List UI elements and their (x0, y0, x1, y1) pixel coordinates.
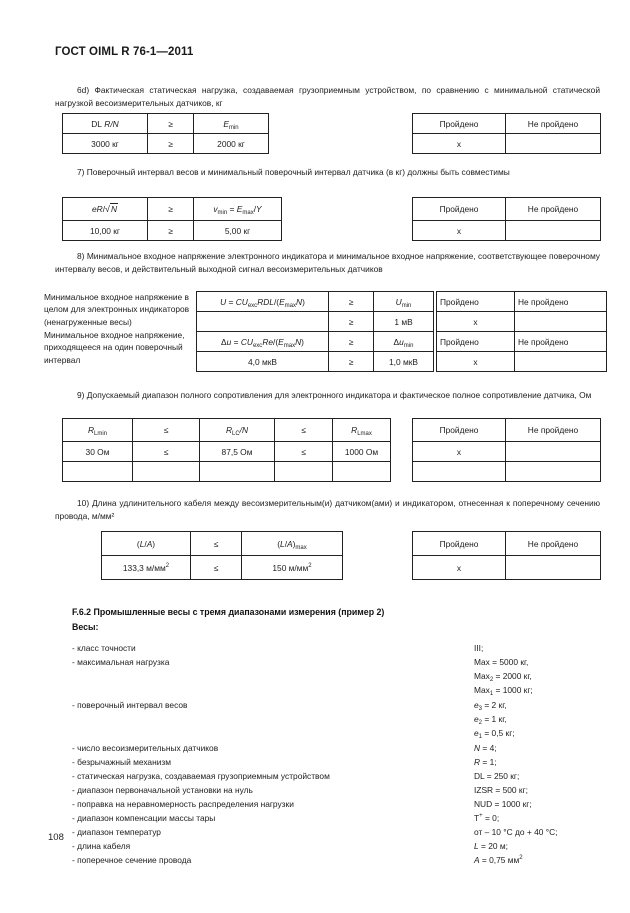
check-empty[interactable] (413, 462, 506, 482)
f62-value-3: Max$_1$ = 1000 кг; (474, 685, 533, 697)
check-table-9-wrapper (412, 418, 601, 482)
check-table-10 (412, 531, 601, 580)
cell-op: ≥ (329, 312, 374, 332)
table-row (413, 134, 601, 154)
f62-value-6: $e_1 = 0,5$ кг; (474, 728, 515, 740)
table-row (63, 198, 282, 221)
table-row (437, 352, 607, 372)
cell-empty (63, 462, 133, 482)
f62-label-10: - диапазон первоначальной установки на нуль (72, 785, 253, 795)
check-table-7 (412, 197, 601, 241)
table-6d (62, 113, 269, 154)
cell-dl-rn: DL R/N (63, 114, 148, 134)
f62-value-7: N = 4; (474, 743, 497, 753)
cell-rlc-n: $R_{LC}/N$ (200, 419, 275, 442)
check-mark-failed[interactable] (515, 352, 607, 372)
f62-label-13: - диапазон температур (72, 827, 161, 837)
f62-label-9: - статическая нагрузка, создаваемая грузоприемным устройством (72, 771, 330, 781)
cell-op: ≤ (133, 419, 200, 442)
cell-umin: $U_{min}$ (374, 292, 434, 312)
f62-value-10: IZSR = 500 кг; (474, 785, 528, 795)
table-row (413, 114, 601, 134)
check-table-6d-wrapper (412, 113, 601, 154)
check-table-6d (412, 113, 601, 154)
check-header-failed: Не пройдено (506, 114, 601, 134)
check-header-passed: Пройдено (413, 198, 506, 221)
table-10-wrapper (101, 531, 343, 580)
cell-du-value: 4,0 мкВ (197, 352, 329, 372)
f62-label-14: - длина кабеля (72, 841, 131, 851)
f62-value-2: Max$_2$ = 2000 кг, (474, 671, 532, 683)
check-mark-passed[interactable]: x (413, 134, 506, 154)
paragraph-10-text: 10) Длина удлинительного кабеля между весоизмерительным(и) датчиком(ами) и индикатором, отнесенная к поперечному сечению провода, м/мм² (55, 498, 600, 521)
cell-op: ≥ (148, 221, 194, 241)
check-table-8 (436, 291, 607, 372)
cell-op: ≤ (275, 442, 333, 462)
cell-dumin: $\Delta u_{min}$ (374, 332, 434, 352)
section-f62-title: F.6.2 Промышленные весы с тремя диапазонами измерения (пример 2) (72, 607, 385, 617)
cell-op: ≥ (329, 332, 374, 352)
table-row (63, 221, 282, 241)
cell-rlmin: $R_{Lmin}$ (63, 419, 133, 442)
check-mark-failed[interactable] (506, 134, 601, 154)
cell-op: ≤ (191, 532, 242, 556)
check-mark-passed[interactable]: x (437, 312, 515, 332)
table-9-wrapper (62, 418, 391, 482)
f62-value-15: A = 0,75 $мм^2$ (474, 855, 523, 865)
f62-label-15: - поперечное сечение провода (72, 855, 192, 865)
table-row (437, 312, 607, 332)
check-header-failed: Не пройдено (515, 292, 607, 312)
f62-label-1: - максимальная нагрузка (72, 657, 170, 667)
paragraph-9 (55, 389, 600, 402)
cell-rlc-value: 87,5 Ом (200, 442, 275, 462)
check-mark-passed[interactable]: x (413, 556, 506, 580)
table-row (437, 292, 607, 312)
table-row (63, 462, 391, 482)
check-header-failed: Не пройдено (506, 532, 601, 556)
cell-u-formula: $U = CU_{exc}RDL/(E_{max}N)$ (197, 292, 329, 312)
f62-value-8: R = 1; (474, 757, 497, 767)
f62-value-9: DL = 250 кг; (474, 771, 520, 781)
table-row (413, 221, 601, 241)
cell-rlmin-value: 30 Ом (63, 442, 133, 462)
cell-op: ≤ (133, 442, 200, 462)
cell-empty (200, 462, 275, 482)
section-f62-subtitle: Весы: (72, 622, 99, 632)
table-9 (62, 418, 391, 482)
check-header-passed: Пройдено (413, 114, 506, 134)
paragraph-8 (55, 250, 600, 275)
check-mark-failed[interactable] (506, 556, 601, 580)
f62-value-5: $e_2 = 1$ кг, (474, 714, 507, 726)
cell-op: ≥ (148, 134, 194, 154)
check-header-failed: Не пройдено (506, 419, 601, 442)
cell-op: ≤ (191, 556, 242, 580)
paragraph-8-text: 8) Минимальное входное напряжение электронного индикатора и минимальное входное напряжение, соответствующее поверочному интервалу весов, и действительный выходной сигнал весоизмерительных датчиков (55, 251, 600, 274)
table-row (63, 419, 391, 442)
cell-la-max-value: 150 $м/мм^2$ (242, 556, 343, 580)
table-6d-wrapper (62, 113, 269, 154)
cell-emin: $E_{min}$ (194, 114, 269, 134)
table-row (437, 332, 607, 352)
cell-umin-value: 1 мВ (374, 312, 434, 332)
cell-empty (133, 462, 200, 482)
check-mark-failed[interactable] (506, 442, 601, 462)
table-row (413, 419, 601, 442)
table-row (63, 134, 269, 154)
f62-label-0: - класс точности (72, 643, 136, 653)
f62-value-1: Max = 5000 кг, (474, 657, 529, 667)
table-row (102, 556, 343, 580)
page-number: 108 (48, 832, 64, 843)
sidetext-8-first: Минимальное входное напряжение в целом для электронных индикаторов (ненагруженные весы) (44, 292, 190, 327)
paragraph-9-text: 9) Допускаемый диапазон полного сопротивления для электронного индикатора и фактическое полное сопротивление датчика, Ом (77, 390, 592, 400)
cell-dumin-value: 1,0 мкВ (374, 352, 434, 372)
table-row (413, 442, 601, 462)
paragraph-6d (55, 84, 600, 109)
cell-vmin-value: 5,00 кг (194, 221, 282, 241)
table-8-wrapper (196, 291, 434, 372)
table-row (413, 198, 601, 221)
table-row (197, 352, 434, 372)
table-row (102, 532, 343, 556)
check-mark-passed[interactable]: x (413, 442, 506, 462)
f62-value-4: $e_3 = 2$ кг, (474, 700, 507, 712)
cell-la-max: $(L/A)_{max}$ (242, 532, 343, 556)
cell-op: ≥ (148, 114, 194, 134)
cell-op: ≥ (148, 198, 194, 221)
f62-value-11: NUD = 1000 кг; (474, 799, 532, 809)
cell-op: ≤ (275, 419, 333, 442)
check-header-failed: Не пройдено (515, 332, 607, 352)
check-mark-passed[interactable]: x (437, 352, 515, 372)
check-mark-failed[interactable] (515, 312, 607, 332)
cell-du-formula: $\Delta u = CU_{exc}Re/(E_{max}N)$ (197, 332, 329, 352)
table-7 (62, 197, 282, 241)
paragraph-7-text: 7) Поверочный интервал весов и минимальный поверочный интервал датчика (в кг) должны быть совместимы (77, 167, 510, 177)
check-header-passed: Пройдено (413, 532, 506, 556)
cell-emin-value: 2000 кг (194, 134, 269, 154)
table-row (413, 462, 601, 482)
cell-dl-value: 3000 кг (63, 134, 148, 154)
table-10 (101, 531, 343, 580)
f62-value-13: от – 10 °C до + 40 °C; (474, 827, 558, 837)
check-header-failed: Не пройдено (506, 198, 601, 221)
cell-op: ≥ (329, 292, 374, 312)
cell-er-value: 10,00 кг (63, 221, 148, 241)
cell-la-value: 133,3 $м/мм^2$ (102, 556, 191, 580)
cell-op: ≥ (329, 352, 374, 372)
cell-empty (275, 462, 333, 482)
f62-value-14: L = 20 м; (474, 841, 508, 851)
cell-empty (333, 462, 391, 482)
check-table-9 (412, 418, 601, 482)
table-row (413, 556, 601, 580)
check-mark-passed[interactable]: x (413, 221, 506, 241)
f62-value-0: III; (474, 643, 484, 653)
document-header: ГОСТ OIML R 76-1—2011 (55, 46, 194, 58)
cell-rlmax: $R_{Lmax}$ (333, 419, 391, 442)
f62-label-8: - безрычажный механизм (72, 757, 171, 767)
table-row (63, 442, 391, 462)
table-row (197, 312, 434, 332)
check-header-passed: Пройдено (413, 419, 506, 442)
check-header-passed: Пройдено (437, 292, 515, 312)
table-row (413, 532, 601, 556)
f62-label-11: - поправка на неравномерность распределения нагрузки (72, 799, 294, 809)
check-mark-failed[interactable] (506, 221, 601, 241)
cell-vmin-formula: $v_{min} = E_{max}/Y$ (194, 198, 282, 221)
check-table-7-wrapper (412, 197, 601, 241)
sidetext-8-second: Минимальное входное напряжение, приходящееся на один поверочный интервал (44, 330, 185, 365)
check-empty[interactable] (506, 462, 601, 482)
table-8 (196, 291, 434, 372)
paragraph-6d-text: 6d) Фактическая статическая нагрузка, создаваемая грузоприемным устройством, по сравнению с минимальной статической нагрузкой весоизмерительных датчиков, кг (55, 85, 600, 108)
cell-empty (197, 312, 329, 332)
f62-label-12: - диапазон компенсации массы тары (72, 813, 216, 823)
paragraph-7 (55, 166, 600, 179)
check-header-passed: Пройдено (437, 332, 515, 352)
f62-label-4: - поверочный интервал весов (72, 700, 188, 710)
f62-label-7: - число весоизмерительных датчиков (72, 743, 219, 753)
check-table-8-wrapper (436, 291, 607, 372)
table-7-wrapper (62, 197, 282, 241)
cell-rlmax-value: 1000 Ом (333, 442, 391, 462)
cell-er-sqrt-n: eR/√N (63, 198, 148, 221)
cell-la: (L/A) (102, 532, 191, 556)
table-row (197, 292, 434, 312)
f62-value-12: T+ = 0; (474, 813, 500, 823)
paragraph-10 (55, 497, 600, 522)
table-row (63, 114, 269, 134)
check-table-10-wrapper (412, 531, 601, 580)
table-row (197, 332, 434, 352)
